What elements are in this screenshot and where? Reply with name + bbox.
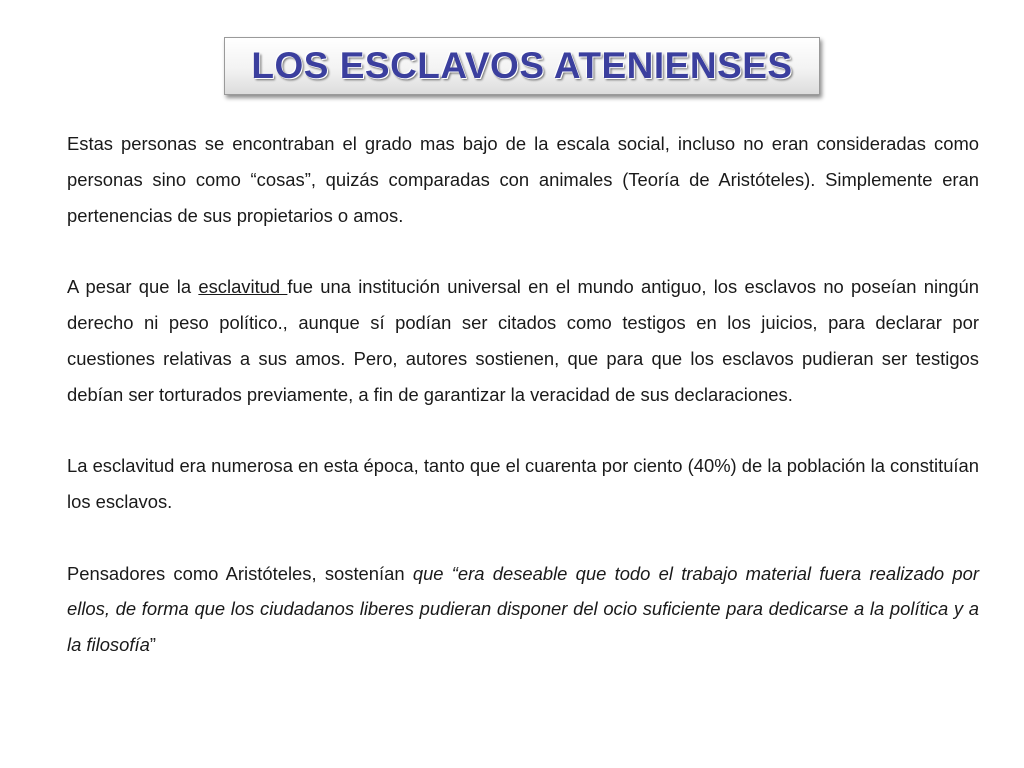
paragraph-4 (67, 556, 979, 663)
paragraph-1 (67, 126, 979, 233)
slide-body (67, 126, 979, 663)
paragraph-1-text: Estas personas se encontraban el grado mas bajo de la escala social, incluso no eran consideradas como personas sino como “cosas”, quizás comparadas con animales (Teoría de Aristóteles). Simplemente eran pertenencias de sus propietarios o amos. (67, 133, 979, 226)
paragraph-2-text-start: A pesar que la (67, 276, 199, 298)
paragraph-3 (67, 448, 979, 520)
paragraph-4-text-start: Pensadores como Aristóteles, sostenían (67, 562, 413, 584)
title-box (224, 37, 820, 95)
slide-title: LOS ESCLAVOS ATENIENSES (251, 45, 793, 86)
esclavitud-link[interactable]: esclavitud (198, 276, 288, 298)
paragraph-4-text-end: ” (149, 634, 156, 656)
paragraph-3-text: La esclavitud era numerosa en esta época, tanto que el cuarenta por ciento (40%) de la población la constituían los esclavos. (67, 455, 979, 512)
paragraph-2-text-end: fue una institución universal en el mundo antiguo, los esclavos no poseían ningún derecho ni peso político., aunque sí podían ser citados como testigos en los juicios, para declarar por cuestiones relativas a sus amos. Pero, autores sostienen, que para que los esclavos pudieran ser testigos debían ser torturados previamente, a fin de garantizar la veracidad de sus declaraciones. (67, 276, 979, 405)
paragraph-2 (67, 269, 979, 412)
aristotle-quote: que “era deseable que todo el trabajo material fuera realizado por ellos, de forma que los ciudadanos liberes pudieran disponer del ocio suficiente para dedicarse a la política y a la filosofía (67, 562, 979, 656)
